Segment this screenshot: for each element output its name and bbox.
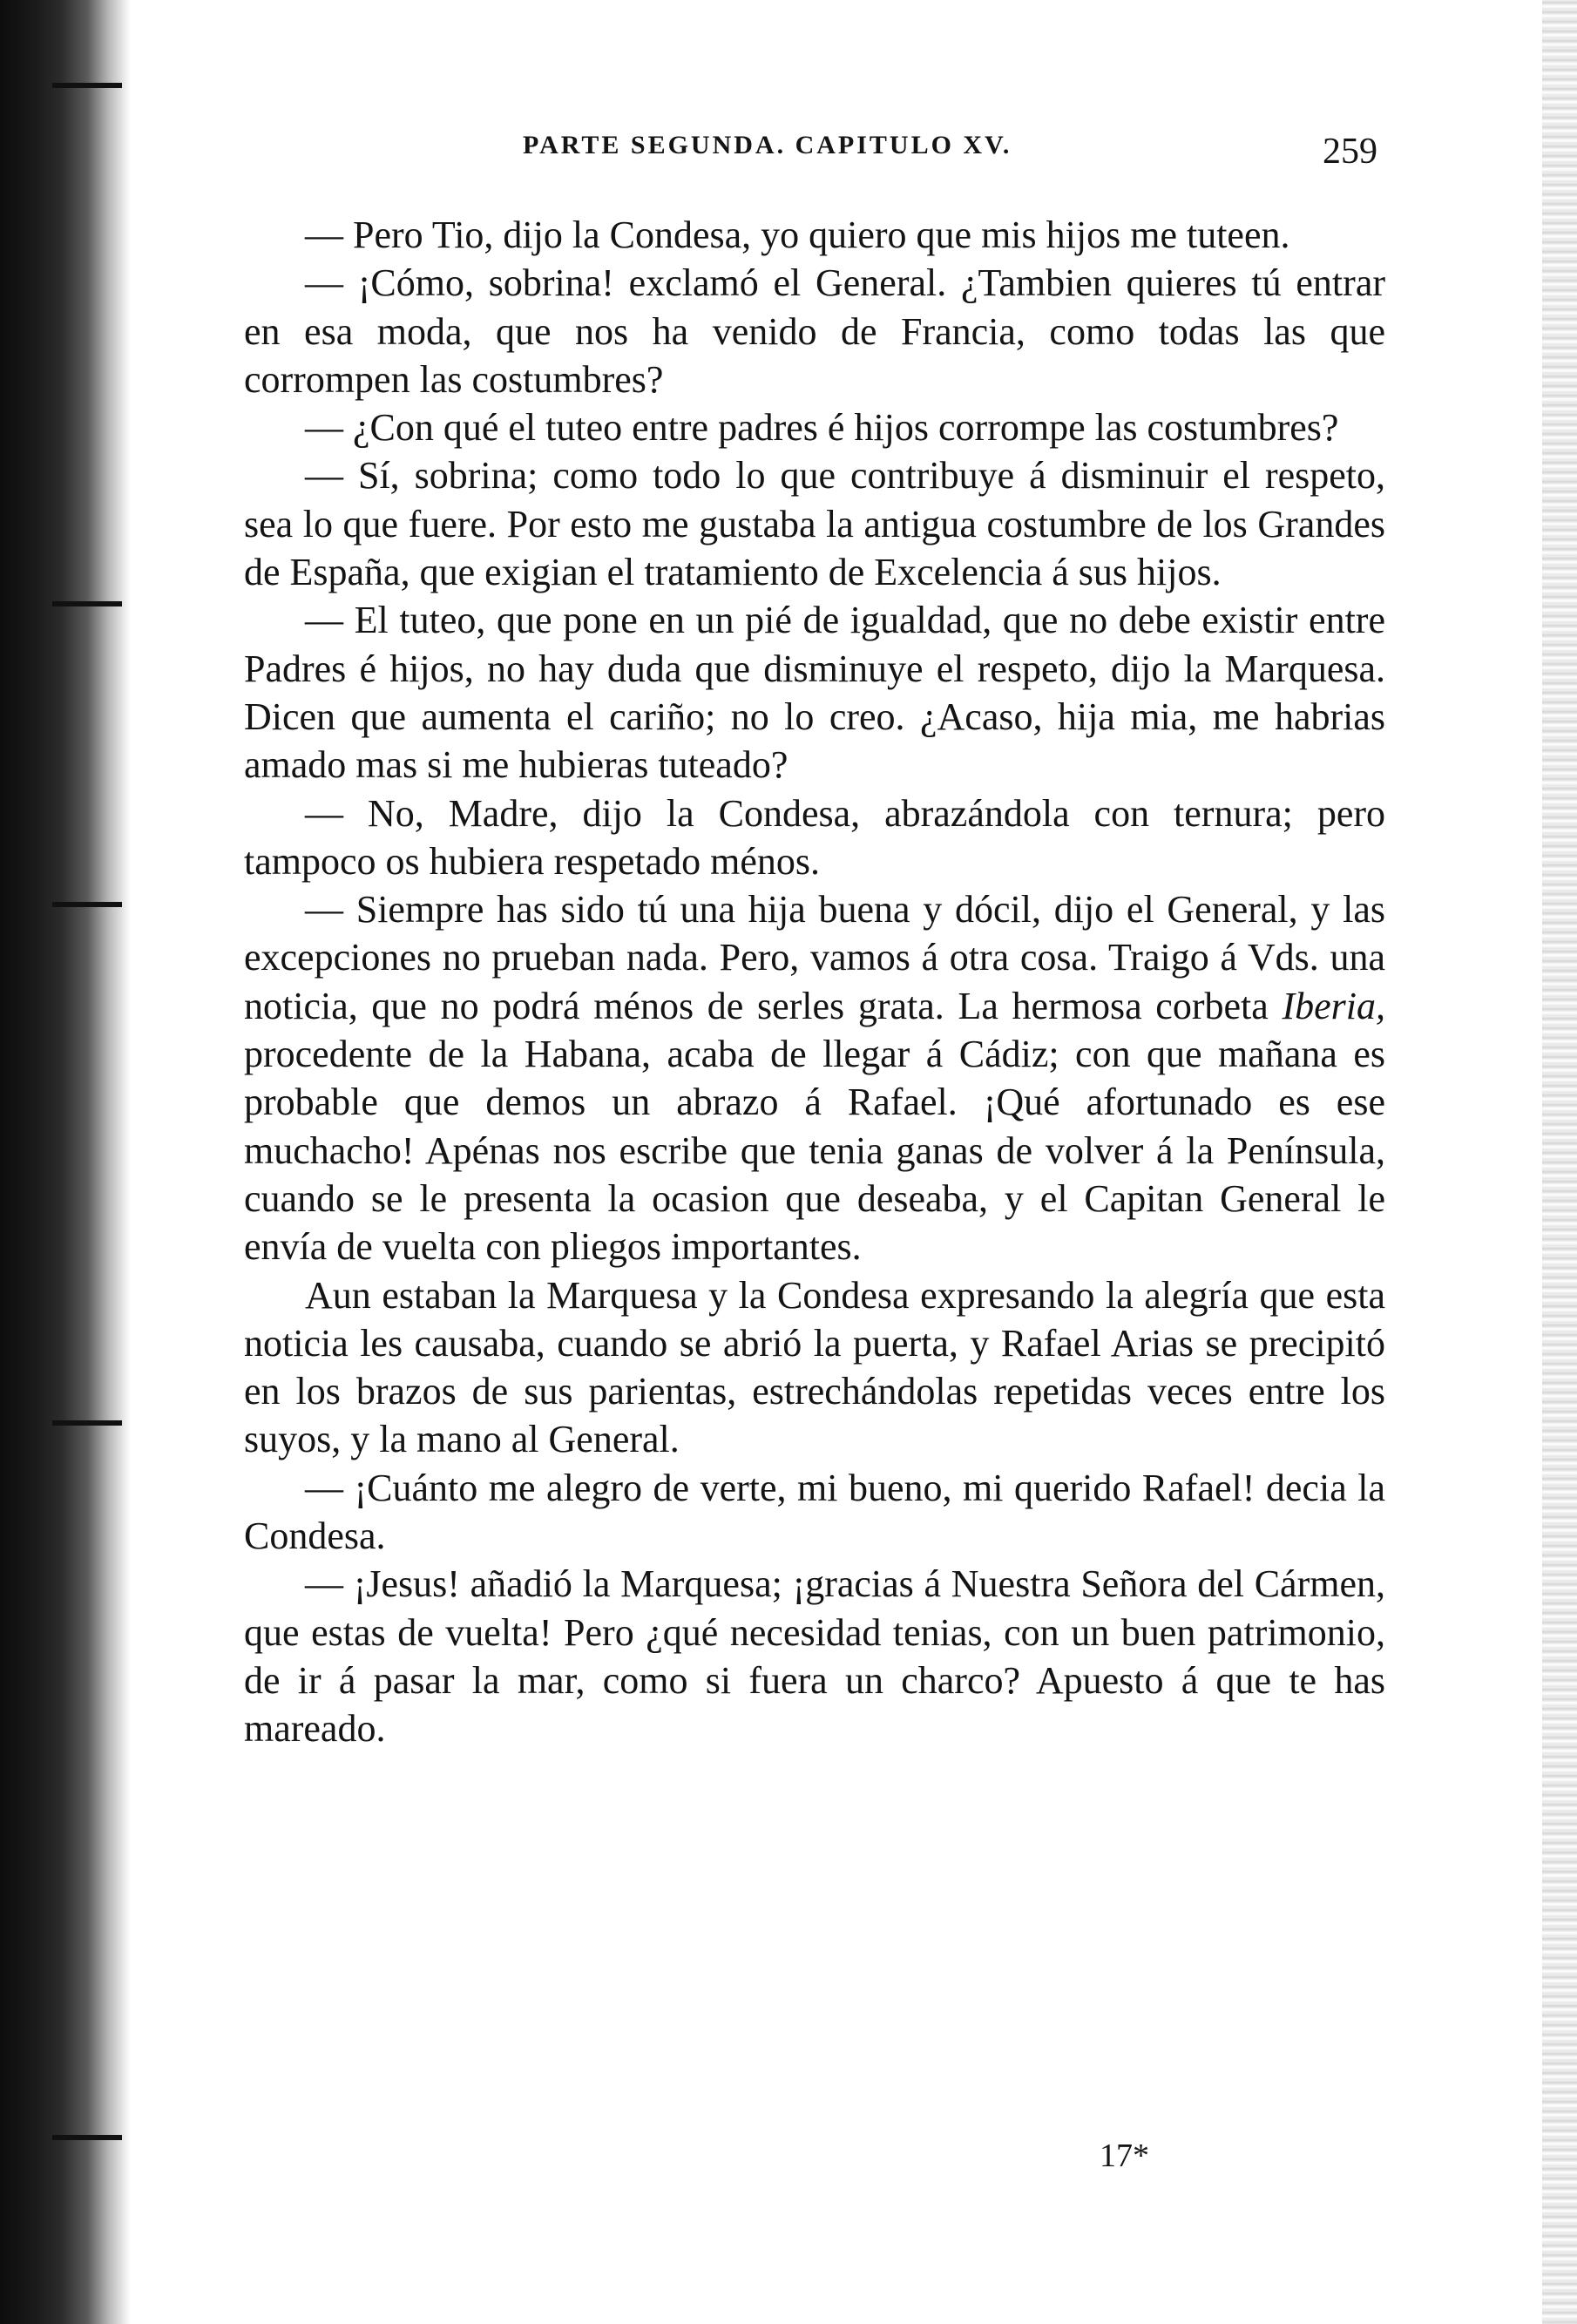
page-number: 259 — [1323, 132, 1377, 172]
paragraph: — Sí, sobrina; como todo lo que contribuye á disminuir el respeto, sea lo que fuere. Por esto me gustaba la antigua costumbre de los Grandes de España, que exigian el tratamiento de Excelencia á sus hijos. — [244, 454, 1385, 594]
body-text — [244, 211, 1385, 1753]
paragraph: — No, Madre, dijo la Condesa, abrazándola con ternura; pero tampoco os hubiera respetado ménos. — [244, 791, 1385, 883]
paragraph: — ¡Cuánto me alegro de verte, mi bueno, mi querido Rafael! decia la Condesa. — [244, 1466, 1385, 1558]
paragraph: — El tuteo, que pone en un pié de igualdad, que no debe existir entre Padres é hijos, no hay duda que disminuye el respeto, dijo la Marquesa. Dicen que aumenta el cariño; no lo creo. ¿Acaso, hija mia, me habrias amado mas si me hubieras tuteado? — [244, 599, 1385, 787]
paragraph: — ¿Con qué el tuteo entre padres é hijos corrompe las costumbres? — [305, 406, 1339, 450]
paragraph: Aun estaban la Marquesa y la Condesa expresando la alegría que esta noticia les causaba, cuando se abrió la puerta, y Rafael Arias se precipitó en los brazos de sus parientas, estrechándolas repetidas veces entre los suyos, y la mano al General. — [244, 1273, 1385, 1461]
paragraph: — Pero Tio, dijo la Condesa, yo quiero que mis hijos me tuteen. — [305, 213, 1290, 256]
signature-mark: 17* — [1100, 2138, 1149, 2174]
paragraph: — ¡Jesus! añadió la Marquesa; ¡gracias á Nuestra Señora del Cármen, que estas de vuelta! Pero ¿qué necesidad tenias, con un buen patrimonio, de ir á pasar la mar, como si fuera un charco? Apuesto á que te has mareado. — [244, 1562, 1385, 1751]
paragraph — [244, 885, 1385, 1270]
paragraph-text: — Siempre has sido tú una hija buena y dócil, dijo el General, y las excepciones no prueban nada. Pero, vamos á otra cosa. Traigo á Vds. una noticia, que no podrá ménos de serles grata. La hermosa corbeta — [244, 888, 1385, 1027]
paragraph-text: procedente de la Habana, acaba de llegar á Cádiz; con que mañana es probable que demos un abrazo á Rafael. ¡Qué afortunado es ese muchacho! Apénas nos escribe que tenia ganas de volver á la Península, cuando se le presenta la ocasion que deseaba, y el Capitan General le envía de vuelta con pliegos importantes. — [244, 1033, 1385, 1269]
paragraph: — ¡Cómo, sobrina! exclamó el General. ¿Tambien quieres tú entrar en esa moda, que nos ha venido de Francia, como todas las que corrompen las costumbres? — [244, 261, 1385, 401]
running-head: PARTE SEGUNDA. CAPITULO XV. — [523, 131, 1012, 159]
ship-name: Iberia, — [1282, 984, 1385, 1027]
